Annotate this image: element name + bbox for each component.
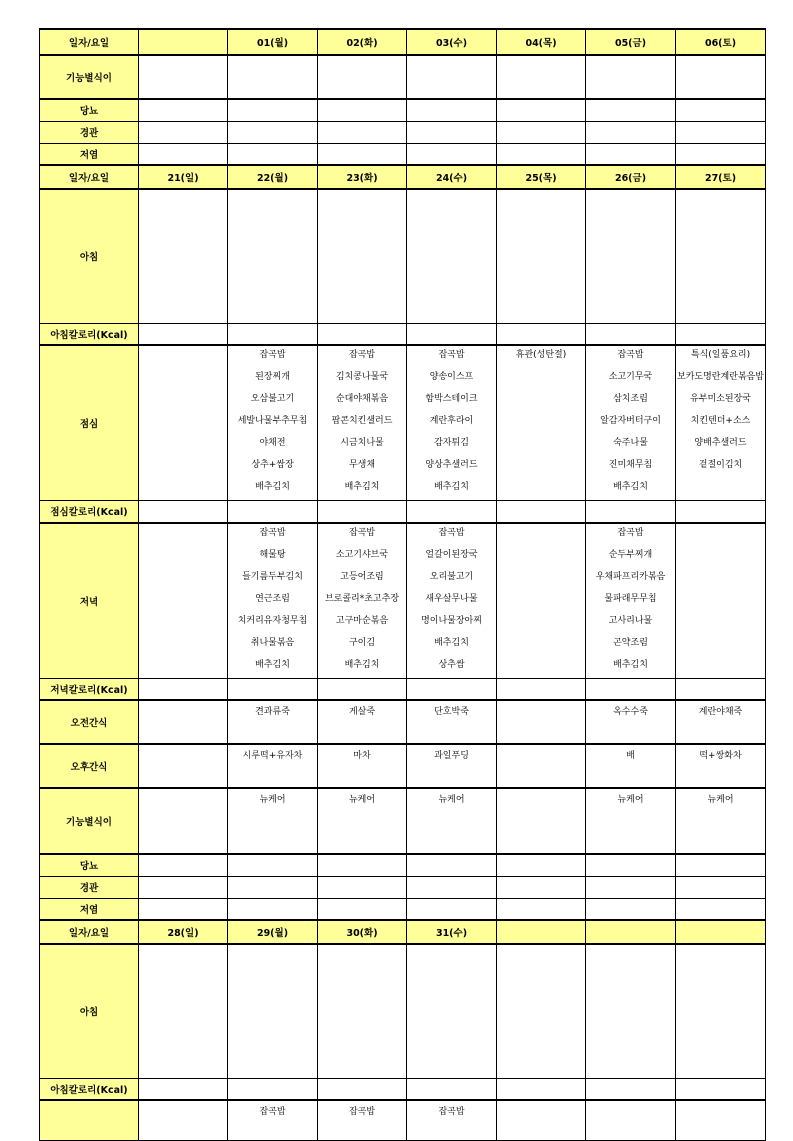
snack-cell [676,744,766,788]
lunch-label [40,1100,139,1140]
table-row [40,121,766,143]
empty-cell [228,1078,318,1100]
empty-cell [139,143,228,165]
table-row [40,143,766,165]
empty-cell [139,876,228,898]
snack-item: 잡곡밥 [348,1107,376,1117]
meal-plan-table [39,28,766,1141]
menu-cell [676,523,766,679]
menu-item: 구이김 [348,637,376,648]
day-header-cell: 26(금) [586,165,676,189]
day-header-cell: 02(화) [318,29,407,55]
empty-cell [586,99,676,121]
snack-item: 계란야채죽 [698,707,743,717]
day-header-cell: 25(목) [497,165,586,189]
snack-cell [586,1100,676,1140]
date-header-label: 일자/요일 [40,165,139,189]
snack-cell [497,744,586,788]
empty-cell [228,189,318,323]
table-row [40,944,766,1078]
day-header-cell: 06(토) [676,29,766,55]
menu-item: 감자튀김 [434,438,469,448]
table-row [40,898,766,920]
low-salt-label: 저염 [40,898,139,920]
table-row [40,29,766,55]
pm-snack-label: 오후간식 [40,744,139,788]
menu-item: 취나물볶음 [250,637,295,648]
menu-item: 들기름두부김치 [242,571,303,582]
menu-item: 된장찌개 [255,372,290,382]
empty-cell [497,143,586,165]
dinner-kcal-label: 저녁칼로리(Kcal) [40,678,139,700]
empty-cell [139,898,228,920]
menu-item: 배추김치 [344,482,380,492]
empty-cell [139,1078,228,1100]
empty-cell [407,323,497,345]
snack-cell [318,788,407,854]
empty-cell [139,501,228,523]
day-header-cell: 04(목) [497,29,586,55]
empty-cell [318,854,407,876]
tube-feeding-label: 경관 [40,876,139,898]
empty-cell [676,55,766,99]
empty-cell [318,1078,407,1100]
menu-item: 상추+쌈장 [251,460,294,470]
empty-cell [139,99,228,121]
snack-cell [139,700,228,744]
snack-item: 시루떡+유자차 [242,751,303,761]
snack-cell [497,788,586,854]
menu-cell [497,345,586,501]
snack-item: 뉴케어 [348,795,376,805]
empty-cell [139,189,228,323]
day-header-cell: 27(토) [676,165,766,189]
menu-cell [318,523,407,679]
empty-cell [497,678,586,700]
table-row [40,165,766,189]
snack-item: 뉴케어 [617,795,644,805]
empty-cell [497,501,586,523]
empty-cell [228,678,318,700]
day-header-cell: 03(수) [407,29,497,55]
menu-item: 알감자버터구이 [600,416,661,426]
day-header-cell: 28(일) [139,920,228,944]
snack-cell [676,1100,766,1140]
snack-item: 마차 [353,751,371,761]
breakfast-label: 아침 [40,944,139,1078]
day-header-cell: 30(화) [318,920,407,944]
empty-cell [318,898,407,920]
menu-item: 보카도명란계란볶음밥 [677,372,764,382]
snack-item: 잡곡밥 [438,1107,465,1117]
menu-cell [228,523,318,679]
menu-item: 소고기무국 [608,372,653,382]
menu-item: 명이나물장아찌 [421,615,482,626]
empty-cell [497,121,586,143]
menu-item: 세발나물부추무침 [237,416,308,426]
empty-cell [407,121,497,143]
empty-cell [139,678,228,700]
menu-item: 잡곡밥 [438,350,465,360]
table-row [40,854,766,876]
empty-cell [407,189,497,323]
menu-item: 휴관(성탄절) [515,350,567,360]
snack-item: 뉴케어 [707,795,734,805]
menu-item: 팝콘치킨샐러드 [331,416,393,426]
menu-cell [407,523,497,679]
table-row [40,99,766,121]
menu-item: 순두부찌개 [608,549,653,560]
snack-cell [407,788,497,854]
table-row [40,678,766,700]
diabetes-label: 당뇨 [40,99,139,121]
menu-item: 김치콩나물국 [335,372,389,382]
empty-cell [676,876,766,898]
menu-item: 잡곡밥 [617,527,644,538]
menu-item: 상추쌈 [438,659,465,670]
day-header-cell: 23(화) [318,165,407,189]
empty-cell [407,678,497,700]
low-salt-label: 저염 [40,143,139,165]
snack-cell [318,1100,407,1140]
menu-cell [586,523,676,679]
table-row [40,876,766,898]
empty-cell [318,944,407,1078]
menu-item: 시금치나물 [340,438,384,448]
menu-item: 양상추샐러드 [425,460,478,470]
lunch-label: 점심 [40,345,139,501]
day-header-cell [586,920,676,944]
menu-item: 잡곡밥 [348,527,376,538]
menu-item: 배추김치 [434,637,469,648]
snack-item: 게살죽 [348,707,376,717]
snack-cell [139,744,228,788]
empty-cell [676,944,766,1078]
menu-item: 배추김치 [255,659,290,670]
menu-item: 얼갈이된장국 [425,549,478,560]
menu-item: 해물탕 [259,549,286,560]
menu-item: 배추김치 [613,659,648,670]
menu-item: 배추김치 [434,482,469,492]
snack-item: 옥수수죽 [613,707,648,717]
empty-cell [676,143,766,165]
table-row [40,1078,766,1100]
empty-cell [228,55,318,99]
menu-item: 삼치조림 [613,394,648,404]
empty-cell [586,898,676,920]
empty-cell [228,501,318,523]
snack-item: 견과류죽 [255,707,290,717]
menu-item: 물파래무무침 [604,593,657,604]
menu-item: 양배추샐러드 [694,438,747,448]
am-snack-label: 오전간식 [40,700,139,744]
day-header-cell [497,920,586,944]
snack-cell [407,744,497,788]
empty-cell [407,898,497,920]
empty-cell [139,121,228,143]
menu-item: 소고기샤브국 [335,549,389,560]
table-row [40,788,766,854]
menu-cell [586,345,676,501]
empty-cell [586,121,676,143]
empty-cell [676,99,766,121]
menu-item: 연근조림 [255,593,290,604]
menu-cell [139,523,228,679]
table-row [40,744,766,788]
snack-cell [139,788,228,854]
menu-item: 배추김치 [344,659,380,670]
empty-cell [318,99,407,121]
menu-item: 배추김치 [613,482,648,492]
functional-meal-label: 기능별식이 [40,788,139,854]
empty-cell [228,944,318,1078]
menu-item: 배추김치 [255,482,290,492]
table-row [40,189,766,323]
tube-feeding-label: 경관 [40,121,139,143]
empty-cell [228,143,318,165]
day-header-cell: 24(수) [407,165,497,189]
empty-cell [586,143,676,165]
empty-cell [676,323,766,345]
snack-cell [318,744,407,788]
empty-cell [139,55,228,99]
diabetes-label: 당뇨 [40,854,139,876]
snack-cell [497,700,586,744]
empty-cell [586,854,676,876]
functional-meal-label: 기능별식이 [40,55,139,99]
empty-cell [586,876,676,898]
empty-cell [497,189,586,323]
snack-cell [586,788,676,854]
empty-cell [497,876,586,898]
menu-item: 잡곡밥 [438,527,465,538]
empty-cell [497,944,586,1078]
empty-cell [139,944,228,1078]
menu-item: 잡곡밥 [348,350,376,360]
empty-cell [497,1078,586,1100]
meal-plan-body [40,29,766,1140]
day-header-cell: 21(일) [139,165,228,189]
menu-item: 고사리나물 [608,615,653,626]
day-header-cell [676,920,766,944]
empty-cell [497,854,586,876]
empty-cell [407,854,497,876]
menu-cell [318,345,407,501]
empty-cell [497,323,586,345]
empty-cell [586,189,676,323]
empty-cell [318,189,407,323]
empty-cell [676,678,766,700]
day-header-cell: 05(금) [586,29,676,55]
menu-item: 우채파프리카볶음 [595,571,666,582]
lunch-kcal-label: 점심칼로리(Kcal) [40,501,139,523]
table-row [40,920,766,944]
menu-item: 잡곡밥 [259,350,286,360]
snack-item: 과일푸딩 [434,751,469,761]
snack-cell [676,700,766,744]
empty-cell [407,99,497,121]
menu-item: 치킨텐더+소스 [690,416,751,426]
menu-cell [407,345,497,501]
menu-item: 계란후라이 [429,416,474,426]
table-row [40,55,766,99]
breakfast-kcal-label: 아침칼로리(Kcal) [40,323,139,345]
snack-item: 단호박죽 [434,707,469,717]
empty-cell [586,944,676,1078]
empty-cell [676,1078,766,1100]
empty-cell [318,876,407,898]
menu-item: 숙주나물 [613,438,648,448]
empty-cell [497,55,586,99]
empty-cell [228,876,318,898]
menu-cell [676,345,766,501]
table-row [40,323,766,345]
snack-cell [586,744,676,788]
empty-cell [586,1078,676,1100]
empty-cell [407,944,497,1078]
empty-cell [228,121,318,143]
menu-cell [228,345,318,501]
empty-cell [407,55,497,99]
empty-cell [676,121,766,143]
menu-item: 야채전 [259,438,286,448]
table-row [40,501,766,523]
menu-item: 고구마순볶음 [335,615,389,626]
menu-cell [497,523,586,679]
empty-cell [228,898,318,920]
snack-cell [228,744,318,788]
breakfast-kcal-label: 아침칼로리(Kcal) [40,1078,139,1100]
day-header-cell [139,29,228,55]
empty-cell [228,99,318,121]
snack-item: 떡+쌍화차 [699,751,742,761]
menu-item: 겉절이김치 [698,460,743,470]
menu-item: 진미채무침 [608,460,653,470]
snack-cell [407,700,497,744]
snack-item: 배 [626,751,635,761]
menu-item: 브로콜리*초고추장 [324,593,400,604]
menu-item: 곤약조림 [613,637,648,648]
table-row [40,700,766,744]
snack-cell [318,700,407,744]
menu-item: 치커리유자청무침 [237,615,308,626]
empty-cell [407,876,497,898]
empty-cell [318,323,407,345]
empty-cell [318,121,407,143]
snack-cell [228,1100,318,1140]
empty-cell [407,501,497,523]
snack-cell [497,1100,586,1140]
empty-cell [676,898,766,920]
empty-cell [228,854,318,876]
empty-cell [586,678,676,700]
snack-cell [407,1100,497,1140]
snack-cell [228,788,318,854]
day-header-cell: 29(월) [228,920,318,944]
menu-item: 오리불고기 [429,571,474,582]
empty-cell [139,854,228,876]
empty-cell [318,55,407,99]
empty-cell [139,323,228,345]
empty-cell [676,854,766,876]
table-row [40,1100,766,1140]
menu-cell [139,345,228,501]
menu-item: 유부미소된장국 [690,394,751,404]
empty-cell [676,501,766,523]
menu-item: 잡곡밥 [617,350,644,360]
menu-item: 새우살무나물 [425,593,478,604]
snack-cell [676,788,766,854]
menu-item: 오삼불고기 [250,394,295,404]
empty-cell [318,678,407,700]
empty-cell [586,55,676,99]
day-header-cell: 31(수) [407,920,497,944]
snack-cell [228,700,318,744]
table-row [40,523,766,679]
date-header-label: 일자/요일 [40,920,139,944]
empty-cell [497,898,586,920]
date-header-label: 일자/요일 [40,29,139,55]
snack-cell [139,1100,228,1140]
menu-item: 무생채 [348,460,376,470]
day-header-cell: 01(월) [228,29,318,55]
dinner-label: 저녁 [40,523,139,679]
snack-item: 잡곡밥 [259,1107,286,1117]
menu-item: 순대야채볶음 [335,394,389,404]
empty-cell [407,1078,497,1100]
day-header-cell: 22(월) [228,165,318,189]
breakfast-label: 아침 [40,189,139,323]
menu-item: 양송이스프 [429,372,474,382]
empty-cell [497,99,586,121]
menu-item: 고등어조림 [340,571,384,582]
empty-cell [586,501,676,523]
snack-item: 뉴케어 [259,795,286,805]
snack-cell [586,700,676,744]
table-row [40,345,766,501]
menu-item: 특식(일품요리) [690,350,751,360]
empty-cell [228,323,318,345]
snack-item: 뉴케어 [438,795,465,805]
menu-item: 함박스테이크 [425,394,478,404]
empty-cell [318,143,407,165]
empty-cell [586,323,676,345]
empty-cell [318,501,407,523]
empty-cell [676,189,766,323]
menu-item: 잡곡밥 [259,527,286,538]
empty-cell [407,143,497,165]
